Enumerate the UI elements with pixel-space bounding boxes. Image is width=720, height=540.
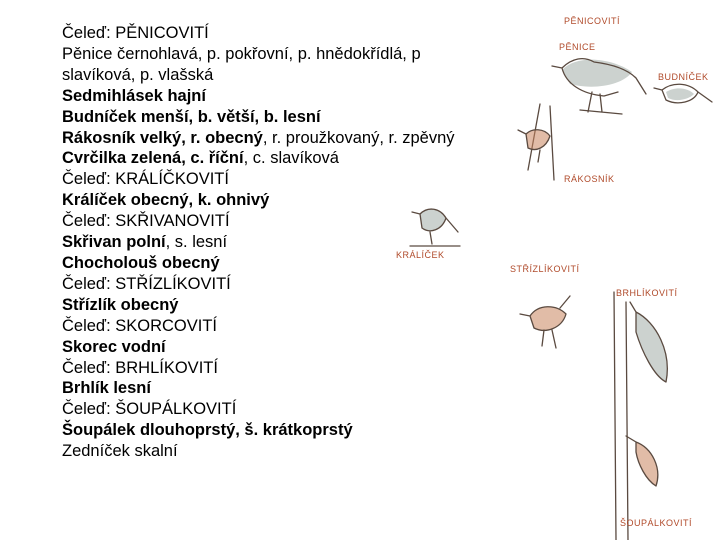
text-line bbox=[62, 44, 522, 65]
text-line bbox=[62, 316, 522, 337]
bold-species-text: Rákosník velký, r. obecný bbox=[62, 128, 263, 147]
text-line bbox=[62, 23, 522, 44]
bold-species-text: Střízlík obecný bbox=[62, 295, 179, 314]
goldcrest-sketch bbox=[390, 192, 500, 272]
plain-text: , s. lesní bbox=[165, 233, 228, 252]
sketch-label-strizlikoviti: STŘÍZLÍKOVITÍ bbox=[510, 264, 580, 274]
text-line bbox=[62, 337, 522, 358]
plain-text: slavíková, p. vlašská bbox=[62, 65, 214, 84]
sketch-label-budnicek: BUDNÍČEK bbox=[658, 72, 709, 82]
bold-species-text: Budníček menší, b. větší, b. lesní bbox=[62, 107, 321, 126]
bold-species-text: Šoupálek dlouhoprstý, š. krátkoprstý bbox=[62, 421, 353, 440]
text-line bbox=[62, 378, 522, 399]
bold-species-text: Cvrčilka zelená, c. říční bbox=[62, 149, 244, 168]
plain-text: Pěnice černohlavá, p. pokřovní, p. hnědokřídlá, p bbox=[62, 44, 421, 63]
sketch-label-kralicek: KRÁLÍČEK bbox=[396, 250, 445, 260]
nuthatch-sketch bbox=[596, 272, 720, 540]
text-line bbox=[62, 274, 522, 295]
text-line bbox=[62, 295, 522, 316]
text-line bbox=[62, 441, 522, 462]
plain-text: Zedníček skalní bbox=[62, 442, 178, 461]
plain-text: Čeleď: ŠOUPÁLKOVITÍ bbox=[62, 400, 237, 419]
sketch-label-soupalkoviti: ŠOUPÁLKOVITÍ bbox=[620, 518, 693, 528]
plain-text: Čeleď: BRHLÍKOVITÍ bbox=[62, 358, 218, 377]
sketch-label-penicoviti: PĚNICOVITÍ bbox=[564, 16, 621, 26]
text-line bbox=[62, 148, 522, 169]
text-line bbox=[62, 65, 522, 86]
wren-sketch bbox=[500, 256, 610, 366]
bold-species-text: Sedmihlásek hajní bbox=[62, 86, 206, 105]
plain-text: Čeleď: SKŘIVANOVITÍ bbox=[62, 212, 230, 231]
sketch-label-penice: PĚNICE bbox=[559, 42, 596, 52]
plain-text: , r. proužkovaný, r. zpěvný bbox=[262, 128, 455, 147]
bold-species-text: Brhlík lesní bbox=[62, 379, 151, 398]
goldcrest-shade bbox=[420, 209, 446, 231]
plain-text: Čeleď: KRÁLÍČKOVITÍ bbox=[62, 170, 229, 189]
warbler-body-shade bbox=[562, 60, 632, 87]
bold-species-text: Skřivan polní bbox=[62, 233, 166, 252]
plain-text: , c. slavíková bbox=[243, 149, 339, 168]
text-line bbox=[62, 358, 522, 379]
bold-species-text: Skorec vodní bbox=[62, 337, 166, 356]
tree-trunk bbox=[614, 292, 628, 540]
reed-warbler-sketch bbox=[510, 100, 630, 200]
text-line bbox=[62, 420, 522, 441]
sketch-label-brhlikoviti: BRHLÍKOVITÍ bbox=[616, 288, 678, 298]
bold-species-text: Chocholouš obecný bbox=[62, 253, 220, 272]
text-line bbox=[62, 128, 522, 149]
plain-text: Čeleď: STŘÍZLÍKOVITÍ bbox=[62, 274, 231, 293]
plain-text: Čeleď: SKORCOVITÍ bbox=[62, 316, 218, 335]
text-line bbox=[62, 169, 522, 190]
text-line bbox=[62, 399, 522, 420]
sketch-label-rakosnik: RÁKOSNÍK bbox=[564, 174, 615, 184]
budnicek-shade bbox=[666, 88, 694, 100]
plain-text: Čeleď: PĚNICOVITÍ bbox=[62, 24, 209, 42]
bold-species-text: Králíček obecný, k. ohnivý bbox=[62, 191, 270, 210]
text-line bbox=[62, 86, 522, 107]
text-line bbox=[62, 107, 522, 128]
